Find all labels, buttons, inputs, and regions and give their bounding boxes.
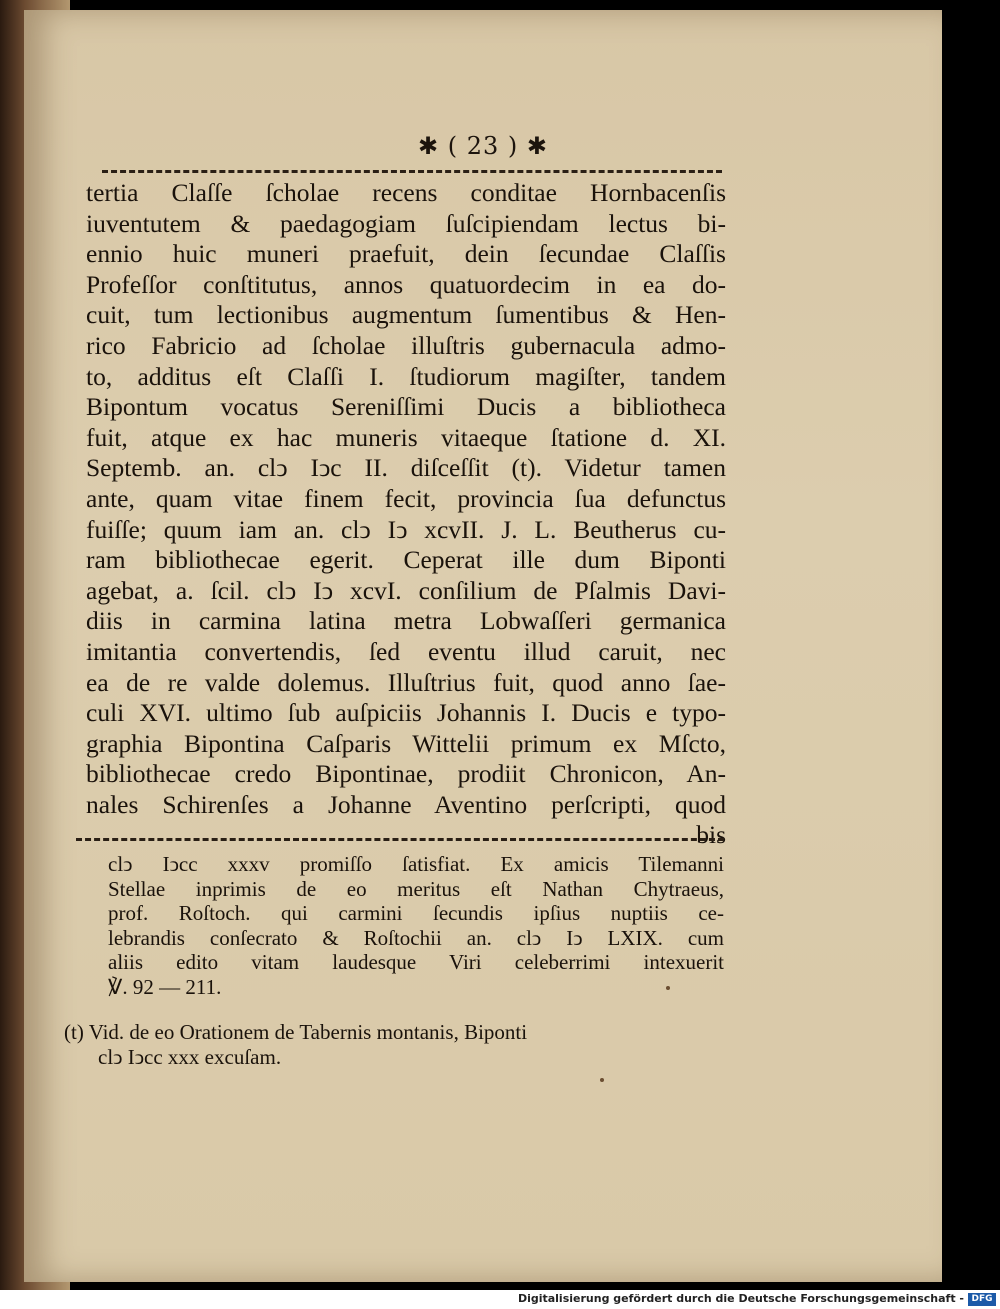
text-line: ante, quam vitae finem fecit, provincia ſua defunctus [86, 483, 726, 513]
footnote-line: (t) Vid. de eo Orationem de Tabernis montanis, Biponti [64, 1020, 528, 1044]
text-line: ennio huic muneri praefuit, dein ſecundae Claſſis [86, 239, 726, 269]
footnote-line: lebrandis conſecrato & Roſtochii an. clↄ Iↄ LXIX. cum [108, 925, 724, 950]
digitization-footer [0, 1290, 1000, 1309]
text-line: nales Schirenſes a Johanne Aventino perſcripti, quod [86, 789, 726, 819]
text-line: bibliothecae credo Bipontinae, prodiit Chronicon, An- [86, 759, 726, 789]
paper-speck [666, 986, 670, 990]
text-line: graphia Bipontina Caſparis Wittelii primum ex Mſcto, [86, 728, 726, 758]
footnote-line: clↄ Iↄcc xxx excuſam. [98, 1045, 282, 1069]
paper-speck [600, 1078, 604, 1082]
footnote-line: aliis edito vitam laudesque Viri celeberrimi intexuerit [108, 950, 724, 974]
page-number-header: ✱ ( 23 ) ✱ [418, 132, 548, 160]
text-line: ram bibliothecae egerit. Ceperat ille dum Biponti [86, 545, 726, 575]
text-line: fuiſſe; quum iam an. clↄ Iↄ xcvII. J. L. Beutherus cu- [86, 514, 726, 544]
text-line: rico Fabricio ad ſcholae illuſtris gubernacula admo- [86, 330, 726, 360]
text-line: tertia Claſſe ſcholae recens conditae Hornbacenſis [86, 178, 726, 207]
text-line: Profeſſor conſtitutus, annos quatuordecim in ea do- [86, 269, 726, 299]
footnote-line: Stellae inprimis de eo meritus eſt Nathan Chytraeus, [108, 876, 724, 901]
text-line: Septemb. an. clↄ Iↄc II. diſceſſit (t). Videtur tamen [86, 453, 726, 483]
footnote-continued [108, 852, 724, 999]
text-line: fuit, atque ex hac muneris vitaeque ſtatione d. XI. [86, 422, 726, 452]
catchword: bis [696, 820, 726, 850]
text-line: agebat, a. ſcil. clↄ Iↄ xcvI. conſilium de Pſalmis Davi- [86, 575, 726, 605]
text-line: culi XVI. ultimo ſub auſpiciis Johannis I. Ducis e typo- [86, 698, 726, 728]
text-line: cuit, tum lectionibus augmentum ſumentibus & Hen- [86, 300, 726, 330]
text-line: diis in carmina latina metra Lobwaſſeri germanica [86, 606, 726, 636]
dfg-logo: DFG [968, 1293, 996, 1306]
footnote-line: clↄ Iↄcc xxxv promiſſo ſatisfiat. Ex amicis Tilemanni [108, 852, 724, 876]
text-line: to, additus eſt Claſſi I. ſtudiorum magiſter, tandem [86, 361, 726, 391]
text-line: ea de re valde dolemus. Illuſtrius fuit, quod anno ſae- [86, 667, 726, 697]
footnote-line: prof. Roſtoch. qui carmini ſecundis ipſius nuptiis ce- [108, 901, 724, 925]
text-line: iuventutem & paedagogiam ſuſcipiendam lectus bi- [86, 208, 726, 238]
footnote-rule [76, 838, 724, 841]
book-page [24, 10, 942, 1282]
main-text-block [86, 178, 726, 851]
header-rule [102, 170, 722, 173]
funding-credit: Digitalisierung gefördert durch die Deutsche Forschungsgemeinschaft - [517, 1292, 964, 1305]
text-line: imitantia convertendis, ſed eventu illud caruit, nec [86, 636, 726, 666]
footnote-line: ℣. 92 — 211. [108, 974, 222, 999]
text-line: Bipontum vocatus Sereniſſimi Ducis a bibliotheca [86, 392, 726, 422]
footnote-t [64, 1020, 724, 1070]
